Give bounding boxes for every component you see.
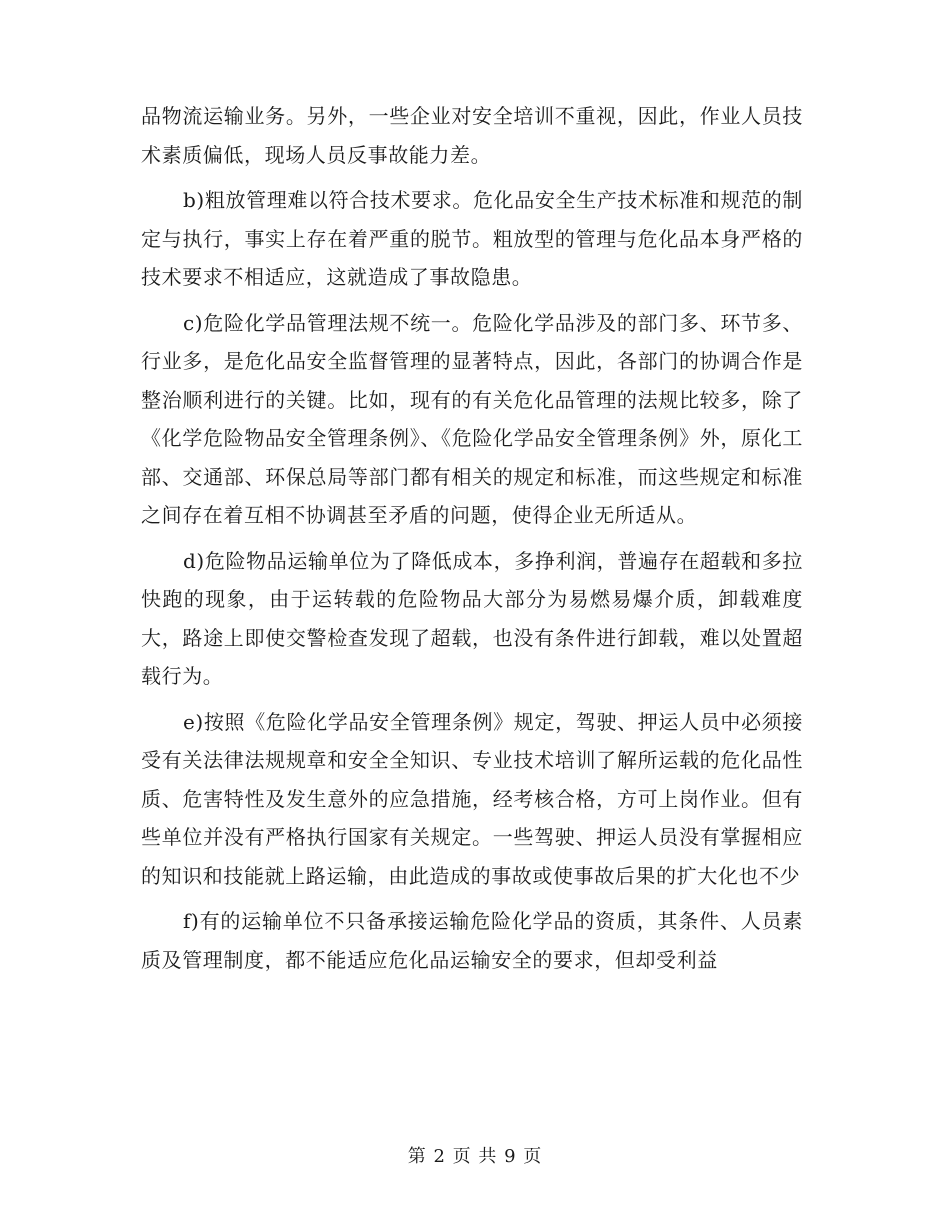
paragraph-continued: 品物流运输业务。另外，一些企业对安全培训不重视，因此，作业人员技术素质偏低，现场人员反事故能力差。 (141, 104, 803, 167)
paragraph-b: b)粗放管理难以符合技术要求。危化品安全生产技术标准和规范的制定与执行，事实上存在着严重的脱节。粗放型的管理与危化品本身严格的技术要求不相适应，这就造成了事故隐患。 (141, 188, 803, 289)
paragraph-f: f)有的运输单位不只备承接运输危险化学品的资质，其条件、人员素质及管理制度，都不能适应危化品运输安全的要求，但却受利益 (141, 909, 803, 972)
paragraph-c: c)危险化学品管理法规不统一。危险化学品涉及的部门多、环节多、行业多，是危化品安全监督管理的显著特点，因此，各部门的协调合作是整治顺利进行的关键。比如，现有的有关危化品管理的法规比较多，除了《化学危险物品安全管理条例》、《危险化学品安全管理条例》外，原化工部、交通部、环保总局等部门都有相关的规定和标准，而这些规定和标准之间存在着互相不协调甚至矛盾的问题，使得企业无所适从。 (141, 310, 803, 527)
document-body (141, 97, 803, 986)
page-number-footer: 第 2 页 共 9 页 (407, 1146, 543, 1167)
paragraph-d: d)危险物品运输单位为了降低成本，多挣利润，普遍存在超载和多拉快跑的现象，由于运转载的危险物品大部分为易燃易爆介质，卸载难度大，路途上即使交警检查发现了超载，也没有条件进行卸载，难以处置超载行为。 (141, 548, 803, 688)
paragraph-e: e)按照《危险化学品安全管理条例》规定，驾驶、押运人员中必须接受有关法律法规规章和安全全知识、专业技术培训了解所运载的危化品性质、危害特性及发生意外的应急措施，经考核合格，方可上岗作业。但有些单位并没有严格执行国家有关规定。一些驾驶、押运人员没有掌握相应的知识和技能就上路运输，由此造成的事故或使事故后果的扩大化也不少 (141, 709, 803, 888)
